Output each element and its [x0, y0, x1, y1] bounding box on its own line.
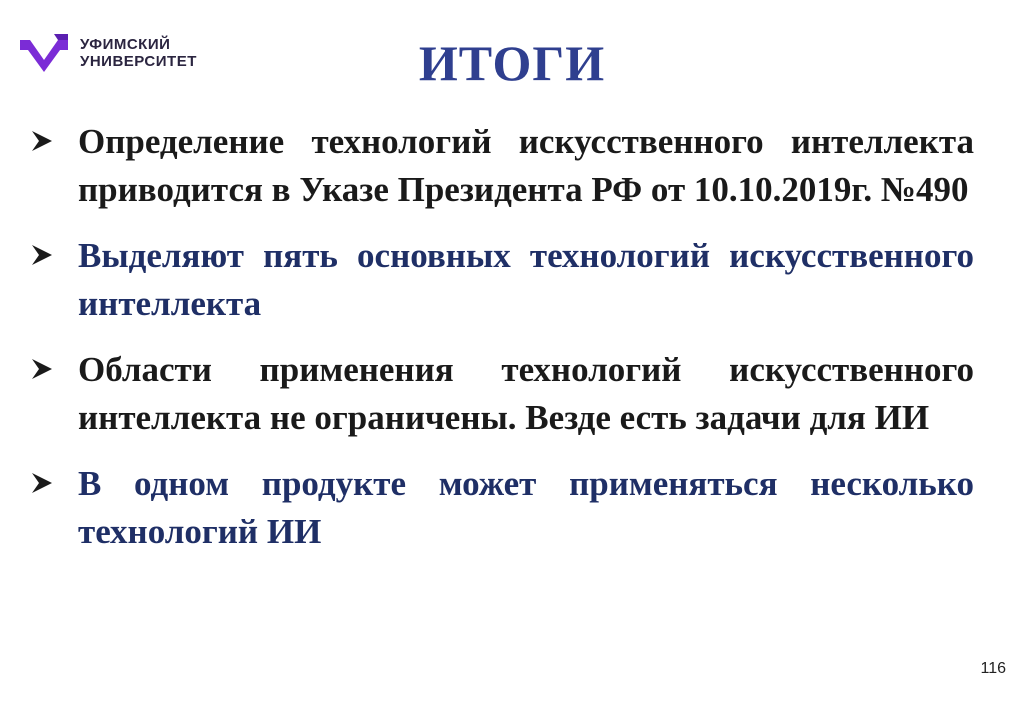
arrowhead-icon	[30, 346, 78, 381]
page-number: 116	[980, 660, 1006, 677]
bullet-item-3	[30, 346, 974, 442]
bullet-item-4	[30, 460, 974, 556]
arrowhead-icon	[30, 118, 78, 153]
slide-title: ИТОГИ	[418, 35, 606, 91]
bullet-item-2	[30, 232, 974, 328]
bullet-text-4: В одном продукте может применяться несколько технологий ИИ	[78, 464, 974, 551]
bullet-text-2: Выделяют пять основных технологий искусственного интеллекта	[78, 236, 974, 323]
bullet-item-1	[30, 118, 974, 214]
arrowhead-icon	[30, 460, 78, 495]
logo-line-2: УНИВЕРСИТЕТ	[80, 53, 197, 70]
bullet-text-3: Области применения технологий искусственного интеллекта не ограничены. Везде есть задачи для ИИ	[78, 350, 974, 437]
arrowhead-icon	[30, 232, 78, 267]
bullet-text-1: Определение технологий искусственного интеллекта приводится в Указе Президента РФ от 10.10.2019г. №490	[78, 122, 974, 209]
bullet-list	[30, 118, 974, 574]
logo-line-1: УФИМСКИЙ	[80, 36, 171, 53]
